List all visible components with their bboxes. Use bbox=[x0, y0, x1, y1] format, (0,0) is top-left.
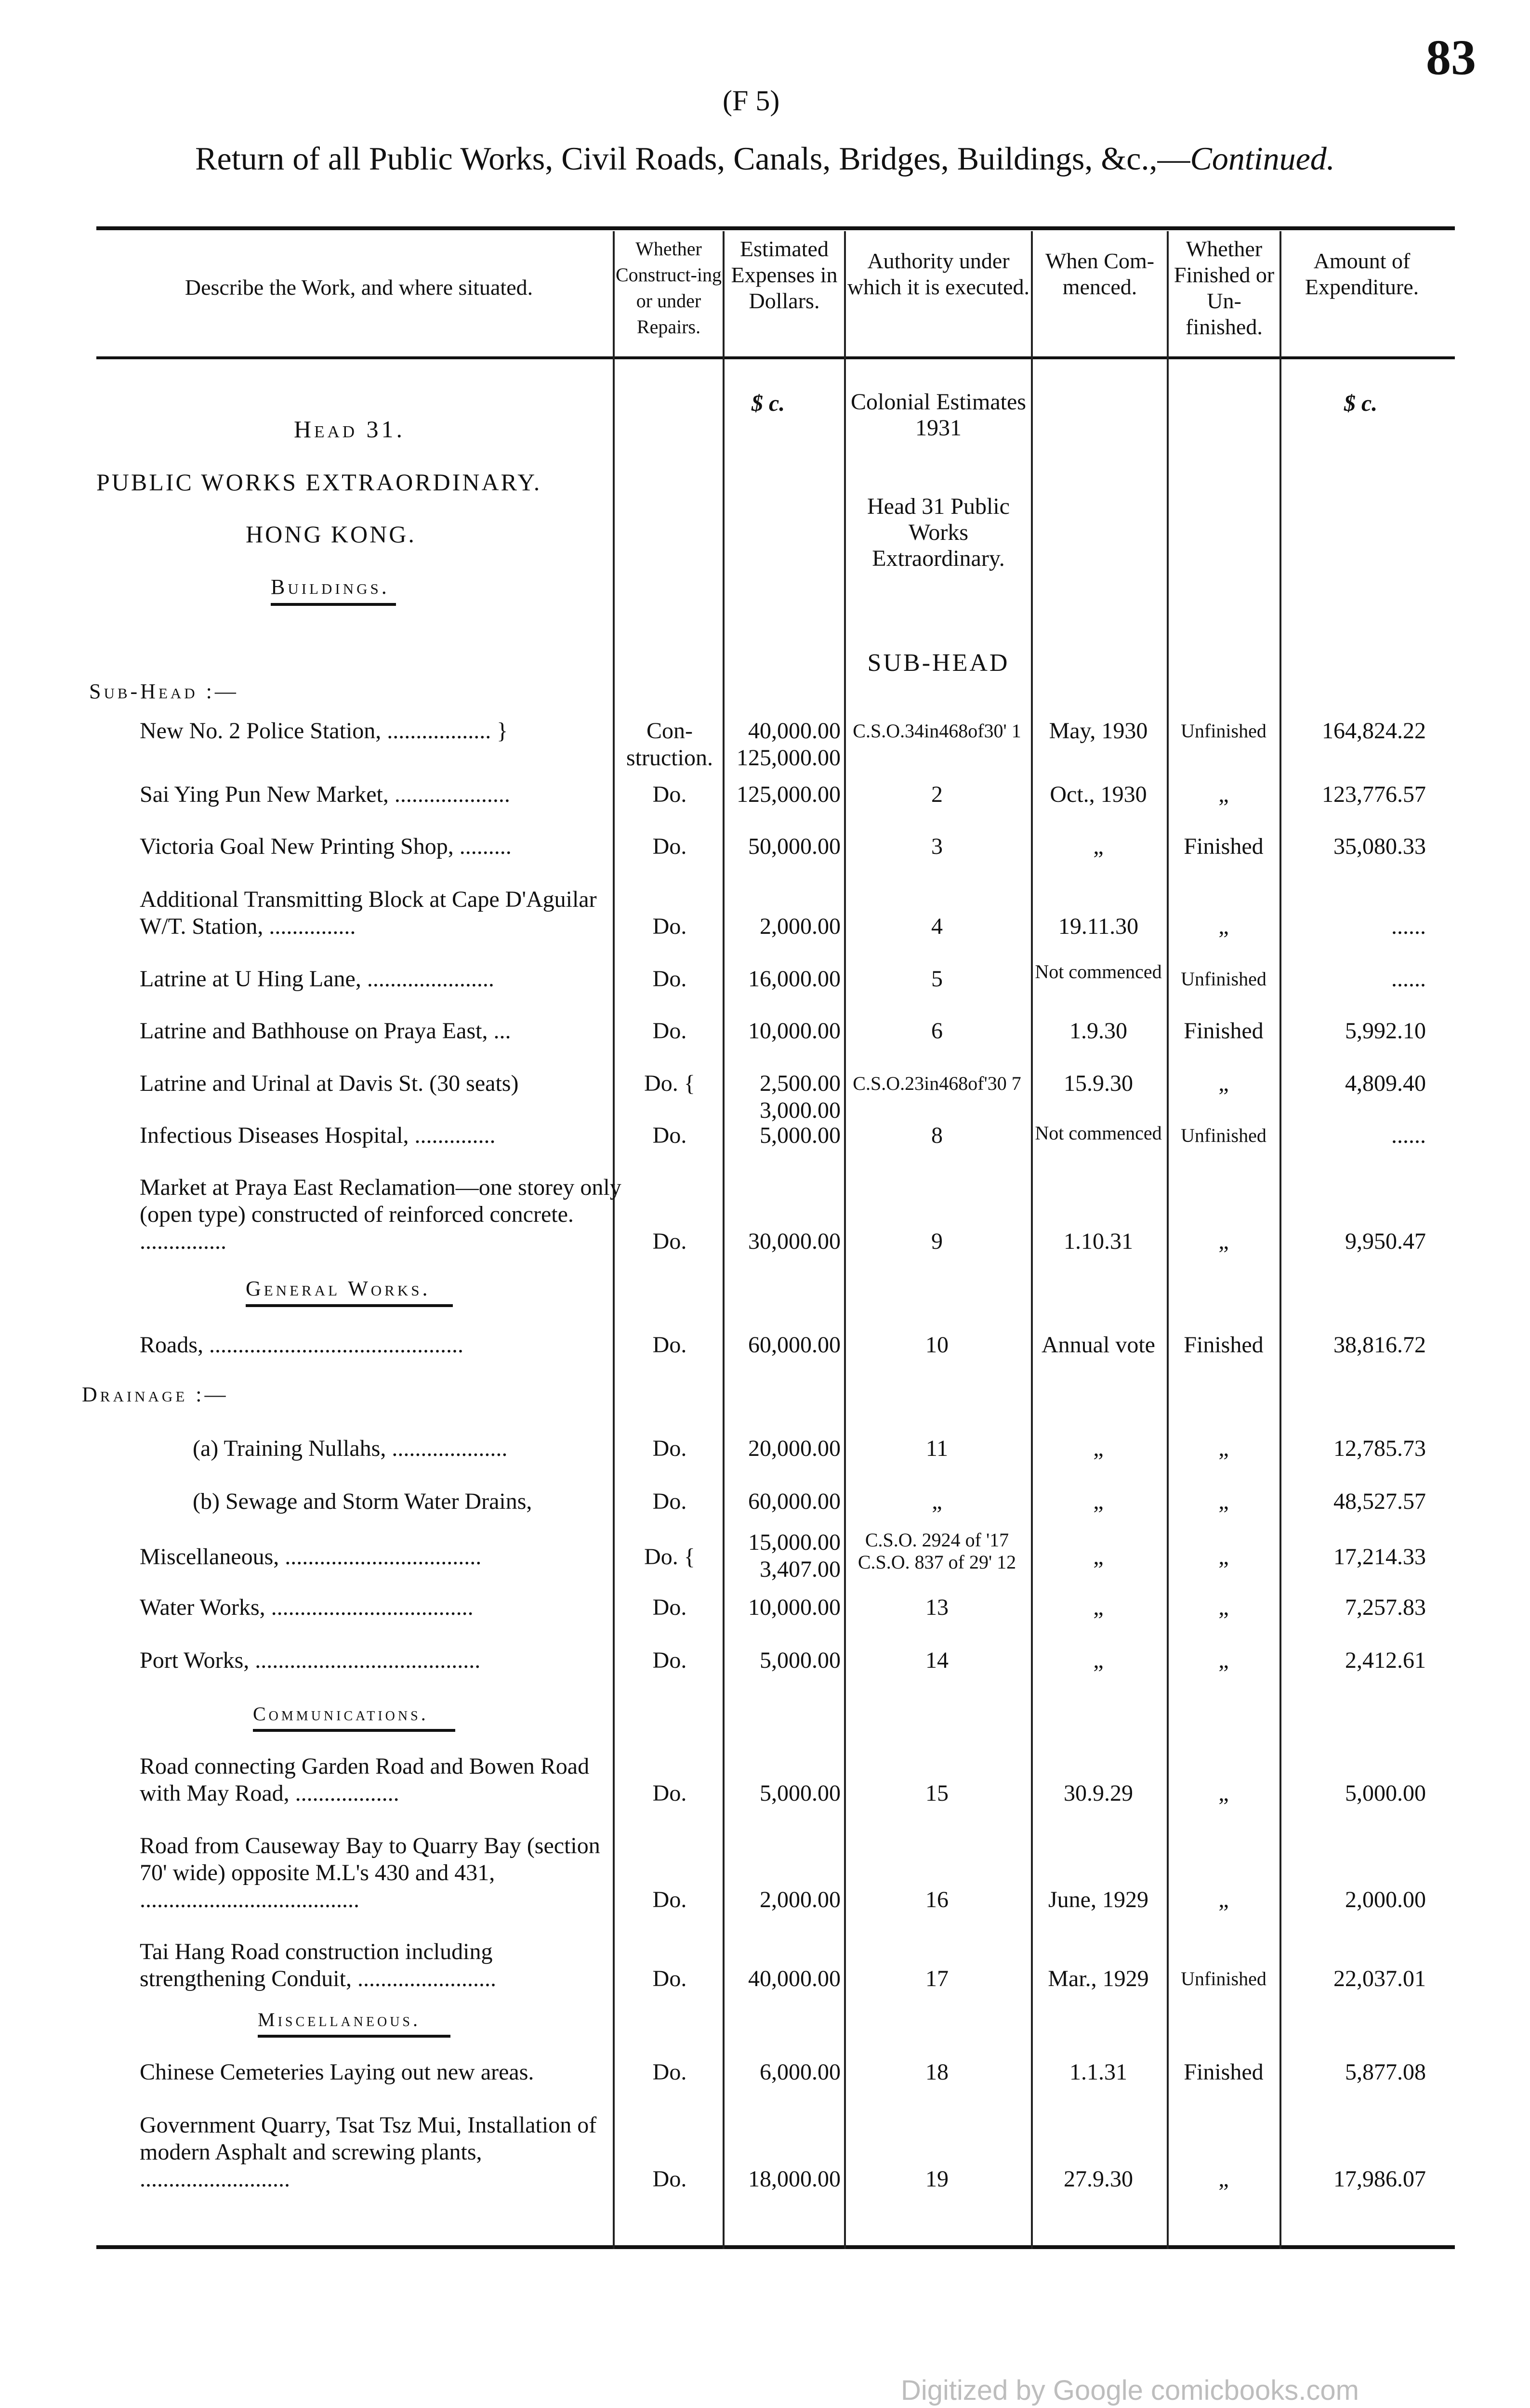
row-construct: Do. bbox=[652, 914, 687, 939]
row-description: Tai Hang Road construction including strengthening Conduit, ........................ bbox=[140, 1939, 496, 1991]
row-finished: Finished bbox=[1184, 1018, 1264, 1044]
row-description: Latrine at U Hing Lane, ...................... bbox=[140, 966, 494, 992]
row-finished: Finished bbox=[1184, 834, 1264, 859]
row-amount: 2,000.00 bbox=[1345, 1887, 1426, 1912]
currency-est: $ c. bbox=[752, 391, 785, 416]
row-estimate: 5,000.00 bbox=[760, 1780, 841, 1806]
row-commenced: „ bbox=[1093, 1544, 1104, 1570]
title-continued: Continued. bbox=[1190, 140, 1335, 177]
row-commenced: „ bbox=[1093, 1648, 1104, 1673]
row-amount: 7,257.83 bbox=[1345, 1595, 1426, 1620]
row-estimate: 5,000.00 bbox=[760, 1648, 841, 1673]
page-number: 83 bbox=[1426, 30, 1476, 85]
row-construct: Do. bbox=[652, 1648, 687, 1673]
row-finished: Unfinished bbox=[1181, 1125, 1266, 1146]
row-amount: ...... bbox=[1391, 914, 1426, 939]
row-estimate: 125,000.00 bbox=[737, 782, 841, 807]
header-rule bbox=[96, 356, 1455, 359]
row-commenced: 1.9.30 bbox=[1069, 1018, 1127, 1044]
row-authority: 10 bbox=[925, 1332, 949, 1358]
row-description: Miscellaneous, .................................. bbox=[140, 1544, 482, 1570]
row-commenced: 27.9.30 bbox=[1064, 2166, 1133, 2192]
place-label: HONG KONG. bbox=[246, 521, 416, 548]
row-description: Additional Transmitting Block at Cape D'Aguilar W/T. Station, ............... bbox=[140, 887, 597, 939]
row-finished: „ bbox=[1218, 1071, 1229, 1096]
row-description: Road from Causeway Bay to Quarry Bay (section 70' wide) opposite M.L's 430 and 431, ...................................... bbox=[140, 1833, 600, 1912]
row-construct: Do. bbox=[652, 1887, 687, 1912]
section-buildings-underline bbox=[271, 603, 396, 606]
row-commenced: May, 1930 bbox=[1049, 718, 1148, 744]
row-estimate: 16,000.00 bbox=[748, 966, 841, 992]
section-general-underline bbox=[246, 1304, 453, 1307]
row-construct: Do. { bbox=[644, 1544, 695, 1570]
row-description: Chinese Cemeteries Laying out new areas. bbox=[140, 2059, 534, 2085]
header-construct: Whether Construct-ing or under Repairs. bbox=[616, 238, 722, 338]
row-commenced: 15.9.30 bbox=[1064, 1071, 1133, 1096]
row-amount: 38,816.72 bbox=[1333, 1332, 1426, 1358]
row-finished: „ bbox=[1218, 2166, 1229, 2192]
row-amount: 12,785.73 bbox=[1333, 1436, 1426, 1461]
row-description: Market at Praya East Reclamation—one storey only (open type) constructed of reinforced concrete. ............... bbox=[140, 1175, 621, 1254]
row-amount: 5,877.08 bbox=[1345, 2059, 1426, 2085]
row-estimate: 10,000.00 bbox=[748, 1595, 841, 1620]
row-amount: ...... bbox=[1391, 1123, 1426, 1148]
row-estimate: 40,000.00 bbox=[748, 1966, 841, 1991]
currency-amt: $ c. bbox=[1344, 391, 1378, 416]
section-communications: Communications. bbox=[253, 1703, 429, 1725]
row-description: New No. 2 Police Station, .................. } bbox=[140, 718, 508, 744]
row-construct: Do. bbox=[652, 2059, 687, 2085]
row-amount: 164,824.22 bbox=[1322, 718, 1426, 744]
row-estimate: 30,000.00 bbox=[748, 1229, 841, 1254]
row-authority: C.S.O.23in468of'30 7 bbox=[853, 1073, 1021, 1094]
row-finished: „ bbox=[1218, 1436, 1229, 1461]
row-amount: 2,412.61 bbox=[1345, 1648, 1426, 1673]
header-when: When Com-menced. bbox=[1045, 249, 1155, 299]
row-commenced: „ bbox=[1093, 1436, 1104, 1461]
row-finished: Finished bbox=[1184, 2059, 1264, 2085]
row-estimate: 6,000.00 bbox=[760, 2059, 841, 2085]
row-authority: 3 bbox=[931, 834, 943, 859]
row-description: Latrine and Urinal at Davis St. (30 seats) bbox=[140, 1071, 519, 1096]
row-authority: 18 bbox=[925, 2059, 949, 2085]
row-construct: Do. bbox=[652, 1489, 687, 1514]
bottom-rule bbox=[96, 2245, 1455, 2249]
row-description: Infectious Diseases Hospital, .............. bbox=[140, 1123, 496, 1148]
row-authority: 14 bbox=[925, 1648, 949, 1673]
row-authority: 17 bbox=[925, 1966, 949, 1991]
row-commenced: Annual vote bbox=[1042, 1332, 1155, 1358]
row-estimate: 60,000.00 bbox=[748, 1332, 841, 1358]
row-description: Roads, ............................................ bbox=[140, 1332, 463, 1358]
head-title: PUBLIC WORKS EXTRAORDINARY. bbox=[96, 469, 542, 496]
authority-note-2: Head 31 Public Works Extraordinary. bbox=[867, 494, 1010, 571]
authority-note: Colonial Estimates 1931 bbox=[851, 389, 1026, 441]
row-estimate: 18,000.00 bbox=[748, 2166, 841, 2192]
row-estimate: 60,000.00 bbox=[748, 1489, 841, 1514]
row-amount: 123,776.57 bbox=[1322, 782, 1426, 807]
row-finished: Unfinished bbox=[1181, 1968, 1266, 1989]
row-authority: „ bbox=[932, 1489, 942, 1514]
row-estimate: 10,000.00 bbox=[748, 1018, 841, 1044]
row-description: Victoria Goal New Printing Shop, ......... bbox=[140, 834, 512, 859]
header-amount: Amount of Expenditure. bbox=[1305, 249, 1419, 299]
row-finished: „ bbox=[1218, 1544, 1229, 1570]
row-commenced: 1.1.31 bbox=[1069, 2059, 1127, 2085]
subhead-column-label: SUB-HEAD bbox=[867, 649, 1010, 677]
row-estimate: 20,000.00 bbox=[748, 1436, 841, 1461]
row-construct: Do. { bbox=[644, 1071, 695, 1096]
row-description: Latrine and Bathhouse on Praya East, ... bbox=[140, 1018, 511, 1044]
row-finished: Unfinished bbox=[1181, 720, 1266, 742]
row-commenced: Not commenced bbox=[1035, 961, 1162, 982]
title-main: Return of all Public Works, Civil Roads, Canals, Bridges, Buildings, &c.,— bbox=[195, 140, 1190, 177]
row-estimate: 50,000.00 bbox=[748, 834, 841, 859]
section-communications-underline bbox=[253, 1729, 455, 1732]
subhead-label: Sub-Head :— bbox=[89, 680, 239, 703]
row-construct: Do. bbox=[652, 1595, 687, 1620]
row-authority: 2 bbox=[931, 782, 943, 807]
row-authority: C.S.O.34in468of30' 1 bbox=[853, 720, 1021, 742]
header-describe: Describe the Work, and where situated. bbox=[185, 275, 533, 300]
drainage-label: Drainage :— bbox=[82, 1383, 229, 1406]
row-finished: Unfinished bbox=[1181, 968, 1266, 990]
header-finished: Whether Finished or Un-finished. bbox=[1174, 236, 1275, 339]
row-construct: Do. bbox=[652, 1018, 687, 1044]
row-amount: 5,992.10 bbox=[1345, 1018, 1426, 1044]
row-finished: „ bbox=[1218, 1229, 1229, 1254]
row-authority: 13 bbox=[925, 1595, 949, 1620]
row-finished: „ bbox=[1218, 782, 1229, 807]
row-commenced: Not commenced bbox=[1035, 1122, 1162, 1144]
row-amount: 17,214.33 bbox=[1333, 1544, 1426, 1570]
row-finished: „ bbox=[1218, 1780, 1229, 1806]
row-estimate: 15,000.00 3,407.00 bbox=[748, 1530, 841, 1582]
row-commenced: Oct., 1930 bbox=[1050, 782, 1147, 807]
row-estimate: 2,000.00 bbox=[760, 1887, 841, 1912]
row-description: Water Works, ................................... bbox=[140, 1595, 474, 1620]
row-construct: Do. bbox=[652, 1229, 687, 1254]
top-rule bbox=[96, 226, 1455, 230]
form-number: (F 5) bbox=[723, 85, 780, 117]
row-estimate: 5,000.00 bbox=[760, 1123, 841, 1148]
row-construct: Do. bbox=[652, 2166, 687, 2192]
watermark-text: Digitized by Google comicbooks.com bbox=[901, 2375, 1359, 2406]
section-general-works: General Works. bbox=[246, 1277, 431, 1300]
row-finished: „ bbox=[1218, 1887, 1229, 1912]
row-construct: Do. bbox=[652, 1436, 687, 1461]
row-authority: 15 bbox=[925, 1780, 949, 1806]
section-miscellaneous: Miscellaneous. bbox=[258, 2009, 421, 2030]
head-label: Head 31. bbox=[294, 416, 406, 443]
row-amount: 9,950.47 bbox=[1345, 1229, 1426, 1254]
row-construct: Do. bbox=[652, 1332, 687, 1358]
row-amount: 22,037.01 bbox=[1333, 1966, 1426, 1991]
row-estimate: 2,000.00 bbox=[760, 914, 841, 939]
row-construct: Do. bbox=[652, 1123, 687, 1148]
row-finished: Finished bbox=[1184, 1332, 1264, 1358]
row-authority: 9 bbox=[931, 1229, 943, 1254]
digitized-watermark bbox=[901, 2374, 1359, 2407]
row-authority: 5 bbox=[931, 966, 943, 992]
row-description: (a) Training Nullahs, .................... bbox=[193, 1436, 508, 1461]
row-description: Road connecting Garden Road and Bowen Road with May Road, .................. bbox=[140, 1754, 590, 1806]
row-commenced: 30.9.29 bbox=[1064, 1780, 1133, 1806]
row-authority: 16 bbox=[925, 1887, 949, 1912]
row-construct: Do. bbox=[652, 782, 687, 807]
row-description: Port Works, ....................................... bbox=[140, 1648, 481, 1673]
row-finished: „ bbox=[1218, 1489, 1229, 1514]
row-description: (b) Sewage and Storm Water Drains, bbox=[193, 1489, 532, 1514]
row-amount: 48,527.57 bbox=[1333, 1489, 1426, 1514]
row-construct: Do. bbox=[652, 1780, 687, 1806]
row-finished: „ bbox=[1218, 1648, 1229, 1673]
section-buildings: Buildings. bbox=[271, 575, 390, 599]
row-authority: C.S.O. 2924 of '17 C.S.O. 837 of 29' 12 bbox=[857, 1529, 1016, 1573]
row-commenced: „ bbox=[1093, 834, 1104, 859]
row-authority: 19 bbox=[925, 2166, 949, 2192]
row-construct: Do. bbox=[652, 966, 687, 992]
row-finished: „ bbox=[1218, 1595, 1229, 1620]
row-finished: „ bbox=[1218, 914, 1229, 939]
row-description: Sai Ying Pun New Market, .................... bbox=[140, 782, 510, 807]
row-estimate: 40,000.00 125,000.00 bbox=[737, 718, 841, 771]
row-commenced: June, 1929 bbox=[1048, 1887, 1148, 1912]
header-authority: Authority under which it is executed. bbox=[847, 249, 1030, 299]
row-description: Government Quarry, Tsat Tsz Mui, Installation of modern Asphalt and screwing plants, .......................... bbox=[140, 2112, 597, 2192]
section-misc-underline bbox=[258, 2035, 450, 2038]
header-estimated: Estimated Expenses in Dollars. bbox=[731, 236, 838, 313]
row-construct: Do. bbox=[652, 834, 687, 859]
row-commenced: „ bbox=[1093, 1489, 1104, 1514]
row-amount: ...... bbox=[1391, 966, 1426, 992]
row-construct: Do. bbox=[652, 1966, 687, 1991]
row-amount: 35,080.33 bbox=[1333, 834, 1426, 859]
row-estimate: 2,500.00 3,000.00 bbox=[760, 1071, 841, 1123]
row-amount: 17,986.07 bbox=[1333, 2166, 1426, 2192]
row-authority: 11 bbox=[925, 1436, 949, 1461]
row-commenced: „ bbox=[1093, 1595, 1104, 1620]
row-authority: 8 bbox=[931, 1123, 943, 1148]
row-commenced: 19.11.30 bbox=[1058, 914, 1139, 939]
row-authority: 4 bbox=[931, 914, 943, 939]
row-commenced: 1.10.31 bbox=[1064, 1229, 1133, 1254]
page-title bbox=[0, 140, 1530, 178]
row-commenced: Mar., 1929 bbox=[1048, 1966, 1149, 1991]
row-authority: 6 bbox=[931, 1018, 943, 1044]
row-amount: 4,809.40 bbox=[1345, 1071, 1426, 1096]
row-construct: Con-struction. bbox=[626, 718, 713, 771]
col-divider-2 bbox=[723, 231, 725, 2249]
row-amount: 5,000.00 bbox=[1345, 1780, 1426, 1806]
